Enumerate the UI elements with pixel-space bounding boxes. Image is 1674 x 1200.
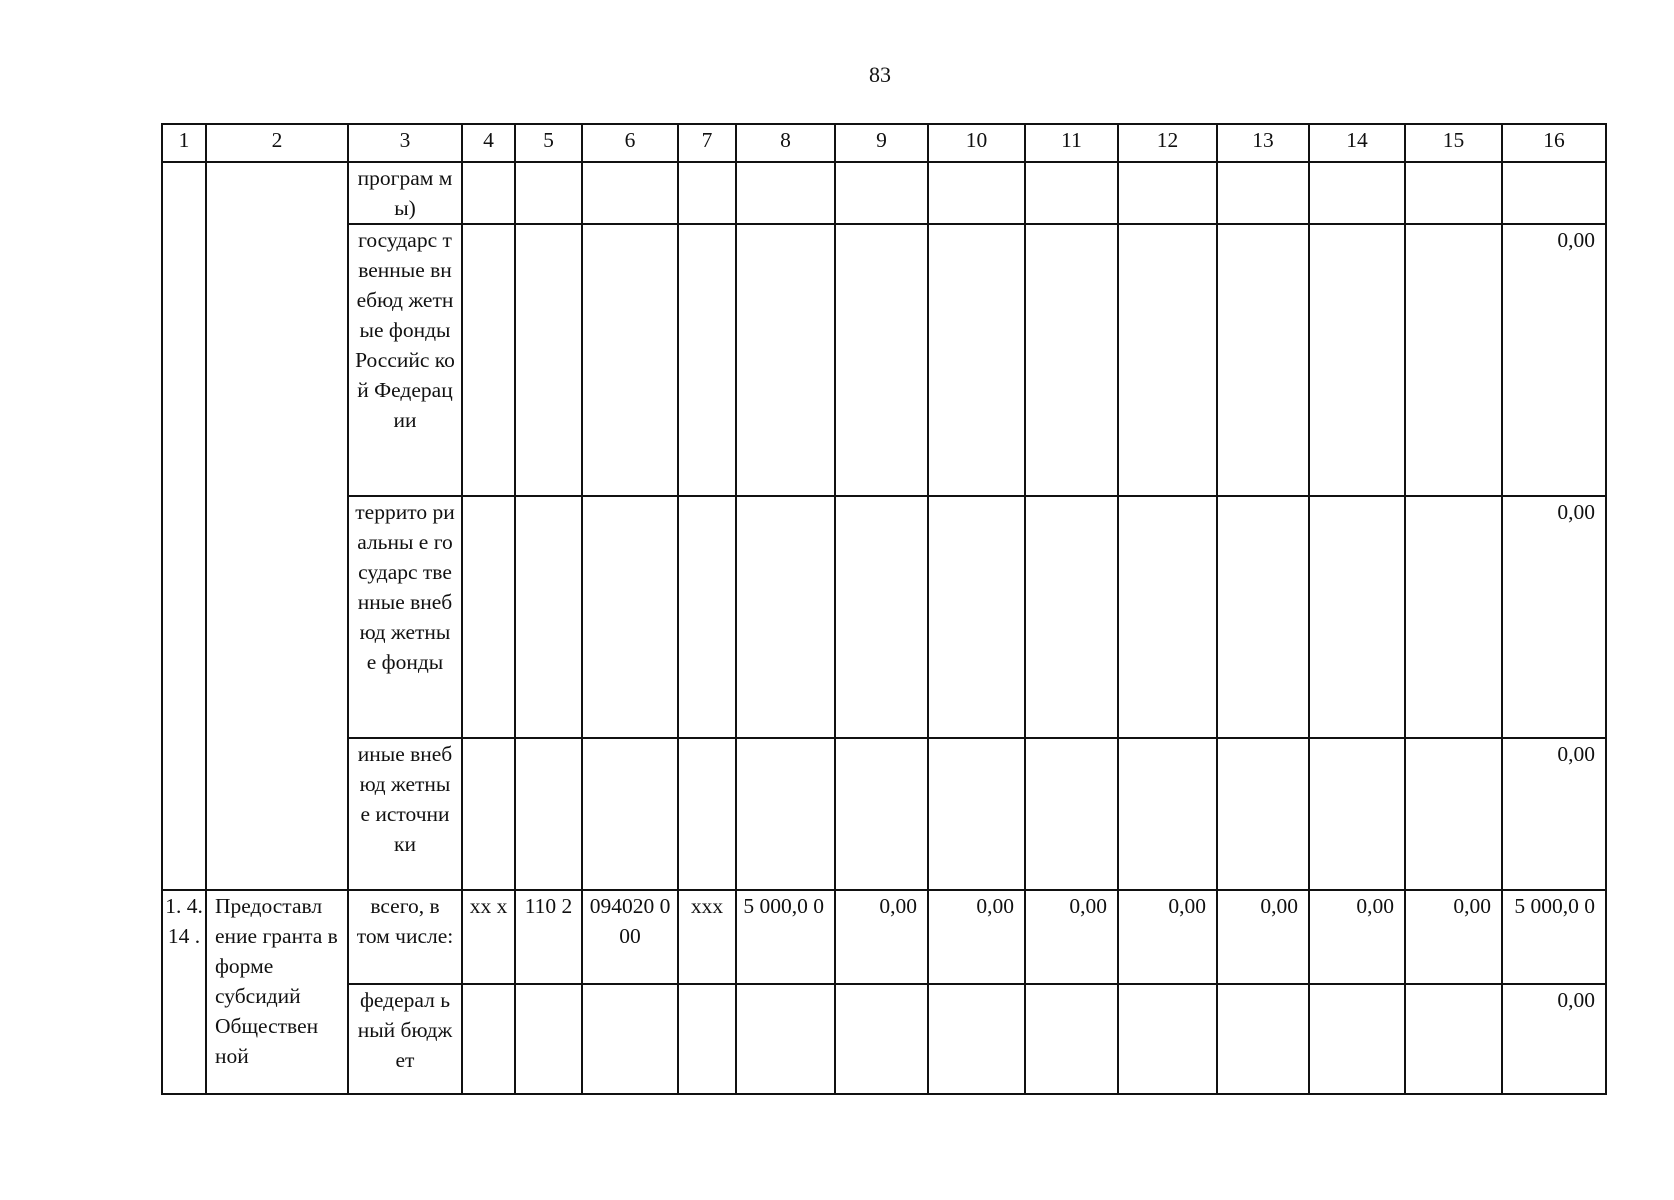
value-cell: 0,00 bbox=[1405, 890, 1502, 984]
source-label: всего, в том числе: bbox=[348, 890, 462, 984]
col-header-14: 14 bbox=[1309, 124, 1405, 162]
code-cell: 110 2 bbox=[515, 890, 582, 984]
source-label: террито риальны е государс твенные внебюд жетные фонды bbox=[348, 496, 462, 738]
item-number: 1. 4. 14 . bbox=[162, 890, 206, 1094]
value-cell: 5 000,0 0 bbox=[1502, 890, 1606, 984]
page-number: 83 bbox=[869, 62, 891, 87]
value-cell: 5 000,0 0 bbox=[736, 890, 835, 984]
item-description: Предоставл ение гранта в форме субсидий Обществен ной bbox=[206, 890, 348, 1094]
code-cell: 094020 000 bbox=[582, 890, 678, 984]
col-header-8: 8 bbox=[736, 124, 835, 162]
header-row bbox=[162, 124, 1606, 162]
value-cell: 0,00 bbox=[835, 890, 928, 984]
table-row bbox=[162, 738, 1606, 890]
value-cell: 0,00 bbox=[1217, 890, 1309, 984]
value-cell: 0,00 bbox=[1025, 890, 1118, 984]
code-cell: хх х bbox=[462, 890, 515, 984]
value-cell: 0,00 bbox=[1502, 738, 1606, 890]
col-header-3: 3 bbox=[348, 124, 462, 162]
value-cell: 0,00 bbox=[1118, 890, 1217, 984]
col-header-12: 12 bbox=[1118, 124, 1217, 162]
col-header-2: 2 bbox=[206, 124, 348, 162]
col-header-11: 11 bbox=[1025, 124, 1118, 162]
value-cell: 0,00 bbox=[1502, 984, 1606, 1094]
source-label: государс твенные внебюд жетные фонды Российс кой Федерац ии bbox=[348, 224, 462, 496]
code-cell: ххх bbox=[678, 890, 736, 984]
value-cell: 0,00 bbox=[1309, 890, 1405, 984]
table-row bbox=[162, 224, 1606, 496]
col-header-7: 7 bbox=[678, 124, 736, 162]
table-row bbox=[162, 890, 1606, 984]
source-label: програм мы) bbox=[348, 162, 462, 224]
col-header-10: 10 bbox=[928, 124, 1025, 162]
source-label: иные внебюд жетные источни ки bbox=[348, 738, 462, 890]
source-label: федерал ьный бюджет bbox=[348, 984, 462, 1094]
budget-table bbox=[161, 123, 1607, 1095]
value-cell: 0,00 bbox=[1502, 496, 1606, 738]
cell-empty bbox=[162, 162, 206, 890]
col-header-4: 4 bbox=[462, 124, 515, 162]
table-row bbox=[162, 984, 1606, 1094]
cell-empty bbox=[206, 162, 348, 890]
value-cell: 0,00 bbox=[1502, 224, 1606, 496]
value-cell: 0,00 bbox=[928, 890, 1025, 984]
table-row bbox=[162, 162, 1606, 224]
col-header-9: 9 bbox=[835, 124, 928, 162]
col-header-15: 15 bbox=[1405, 124, 1502, 162]
col-header-16: 16 bbox=[1502, 124, 1606, 162]
table-row bbox=[162, 496, 1606, 738]
col-header-1: 1 bbox=[162, 124, 206, 162]
col-header-6: 6 bbox=[582, 124, 678, 162]
col-header-13: 13 bbox=[1217, 124, 1309, 162]
col-header-5: 5 bbox=[515, 124, 582, 162]
